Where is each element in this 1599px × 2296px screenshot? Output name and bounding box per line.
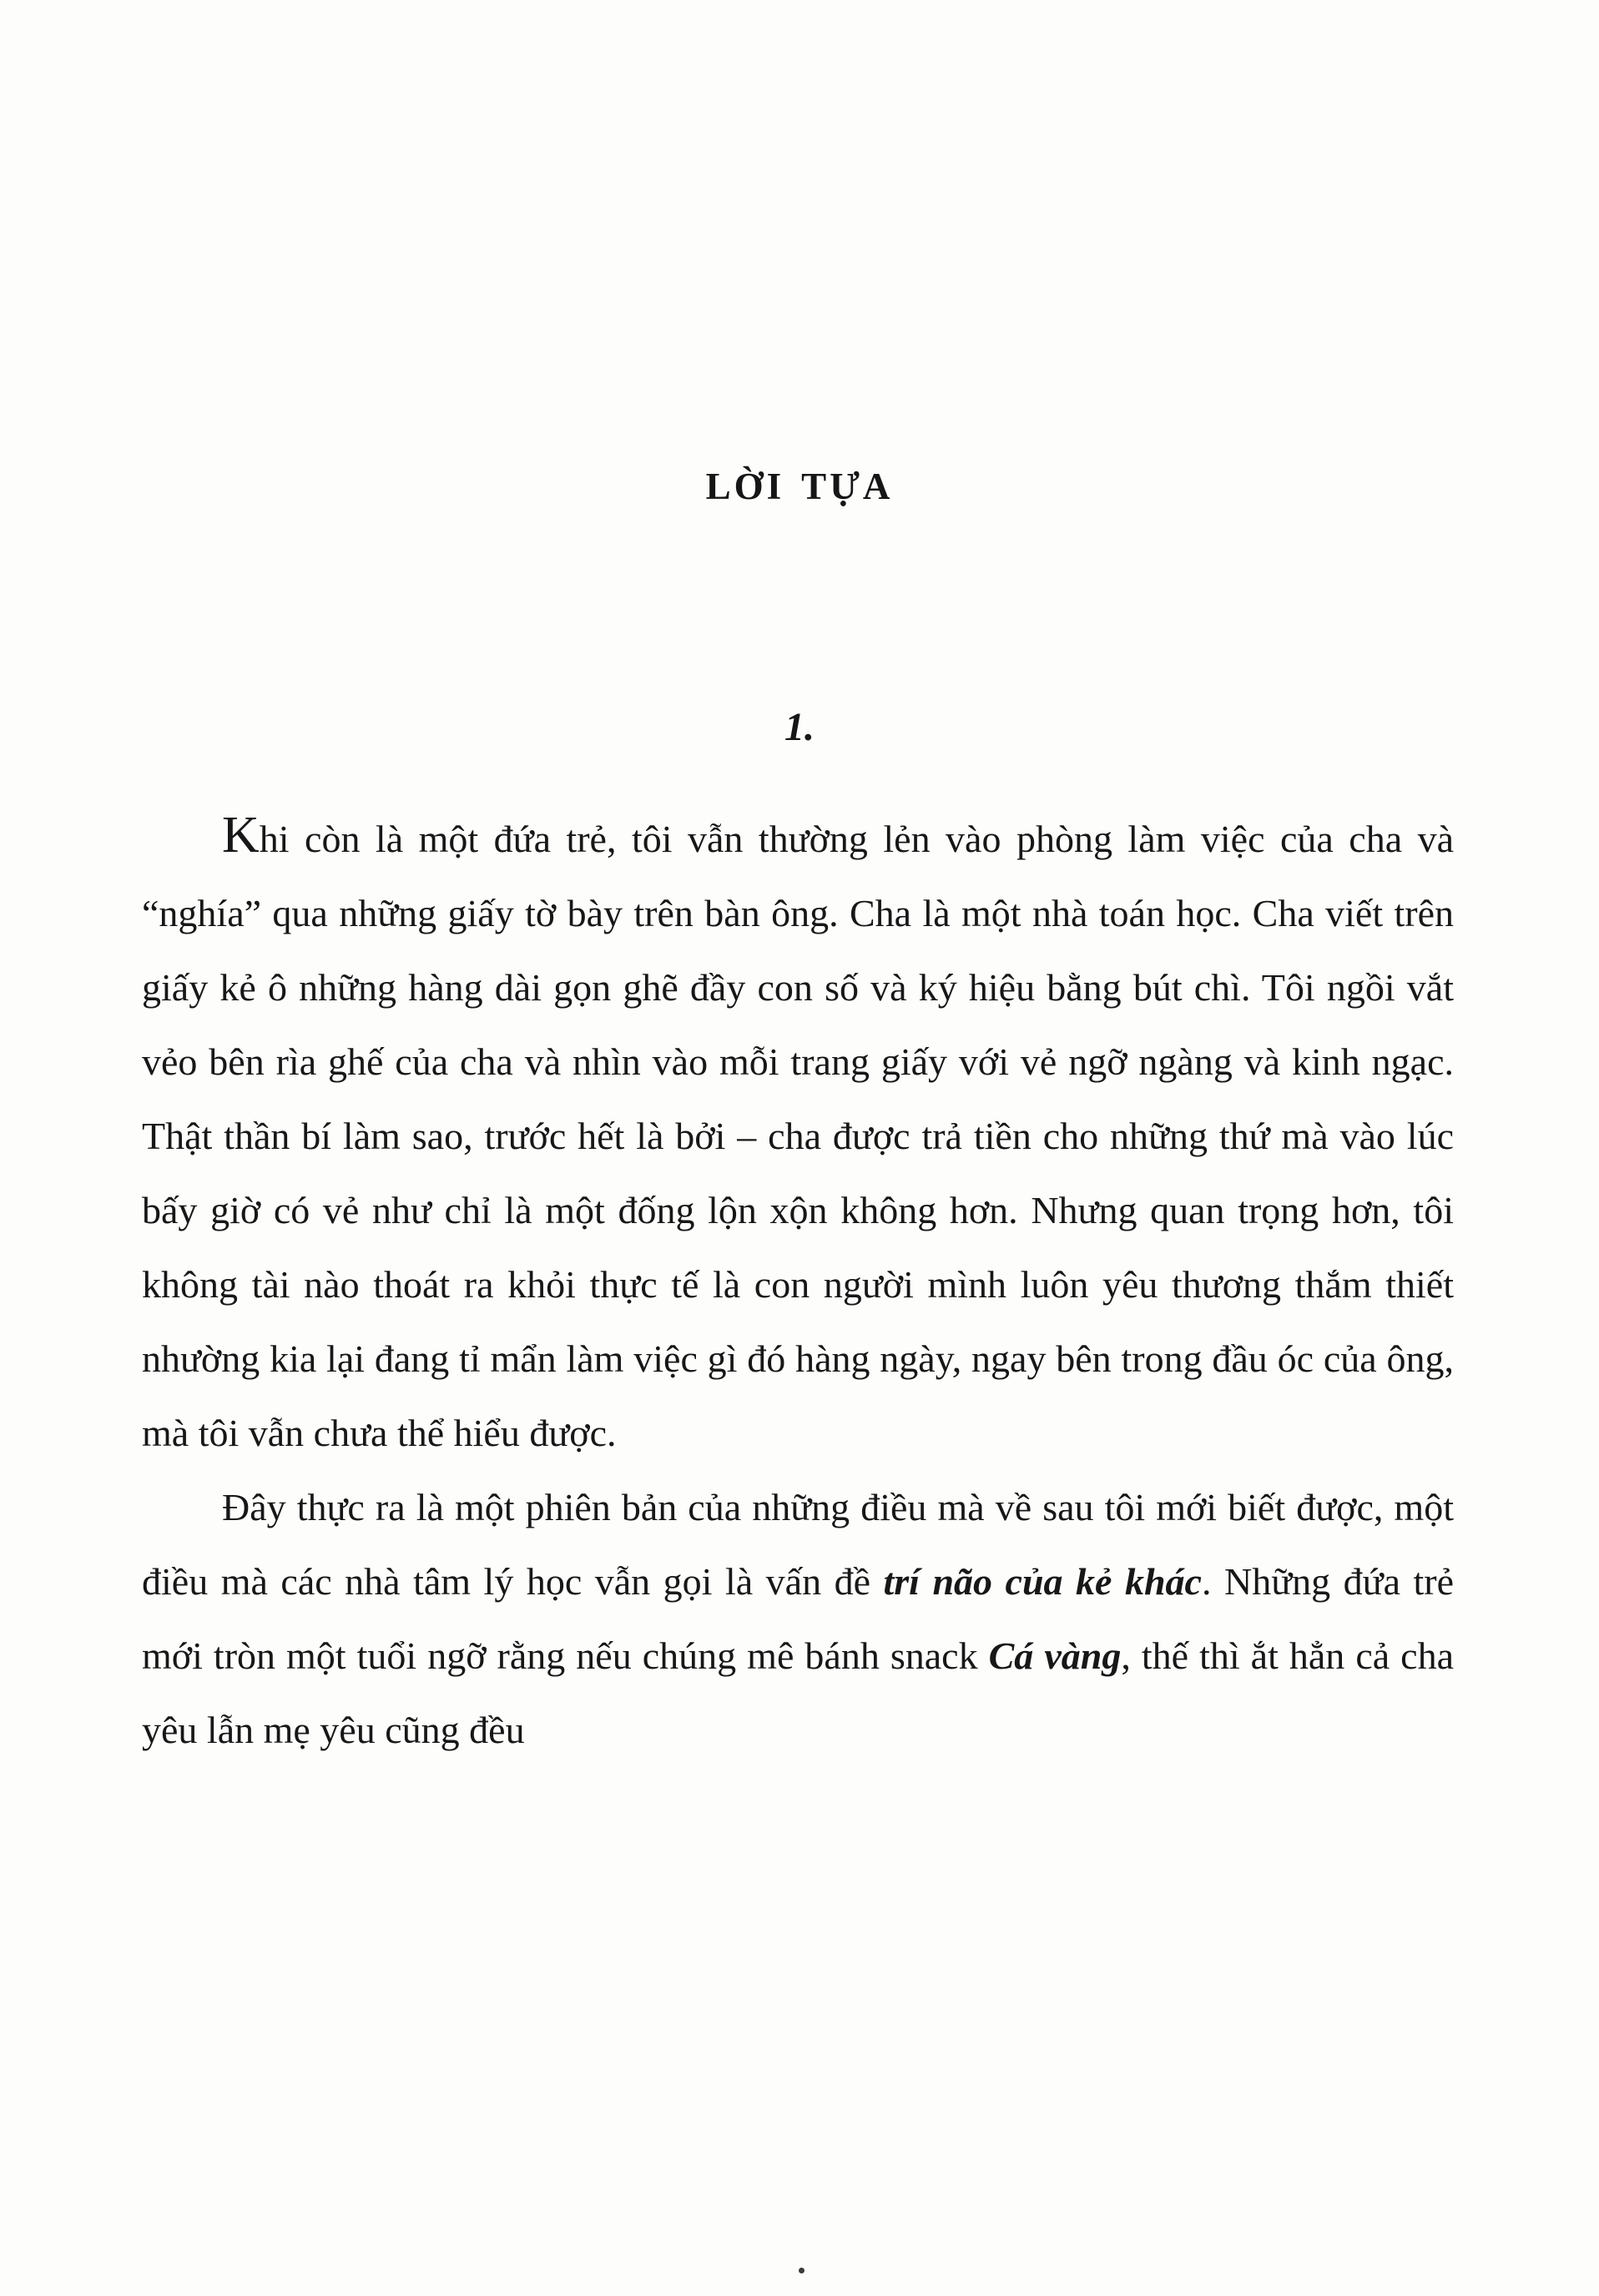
- drop-cap: K: [222, 807, 260, 864]
- paragraph-2-part-2: . Những đứa trẻ mới tròn một tuổi ngỡ rằng nếu chúng mê bánh snack: [142, 1560, 1455, 1677]
- paragraph-2-part-3: , thế thì ắt hẳn cả cha yêu lẫn mẹ yêu cũng đều: [142, 1634, 1455, 1751]
- paragraph-2-italic-1: trí não của kẻ khác: [883, 1560, 1202, 1603]
- paragraph-2-italic-2: Cá vàng: [988, 1634, 1122, 1677]
- paragraph-1-text: hi còn là một đứa trẻ, tôi vẫn thường lẻn vào phòng làm việc của cha và “nghía” qua những giấy tờ bày trên bàn ông. Cha là một nhà toán học. Cha viết trên giấy kẻ ô những hàng dài gọn ghẽ đầy con số và ký hiệu bằng bút chì. Tôi ngồi vắt vẻo bên rìa ghế của cha và nhìn vào mỗi trang giấy với vẻ ngỡ ngàng và kinh ngạc. Thật thần bí làm sao, trước hết là bởi – cha được trả tiền cho những thứ mà vào lúc bấy giờ có vẻ như chỉ là một đống lộn xộn không hơn. Nhưng quan trọng hơn, tôi không tài nào thoát ra khỏi thực tế là con người mình luôn yêu thương thắm thiết nhường kia lại đang tỉ mẩn làm việc gì đó hàng ngày, ngay bên trong đầu óc của ông, mà tôi vẫn chưa thể hiểu được.: [142, 818, 1454, 1454]
- body-text: [124, 802, 1475, 1767]
- paragraph-1: [142, 802, 1454, 1470]
- page-content: [124, 0, 1475, 1767]
- page-title: lời tựa: [705, 451, 894, 511]
- paragraph-2-part-1: Đây thực ra là một phiên bản của những điều mà về sau tôi mới biết được, một điều mà các nhà tâm lý học vẫn gọi là vấn đề: [142, 1486, 1454, 1603]
- section-number: 1.: [784, 705, 815, 749]
- paragraph-2: [142, 1470, 1454, 1767]
- page-mark-dot: [799, 2268, 805, 2273]
